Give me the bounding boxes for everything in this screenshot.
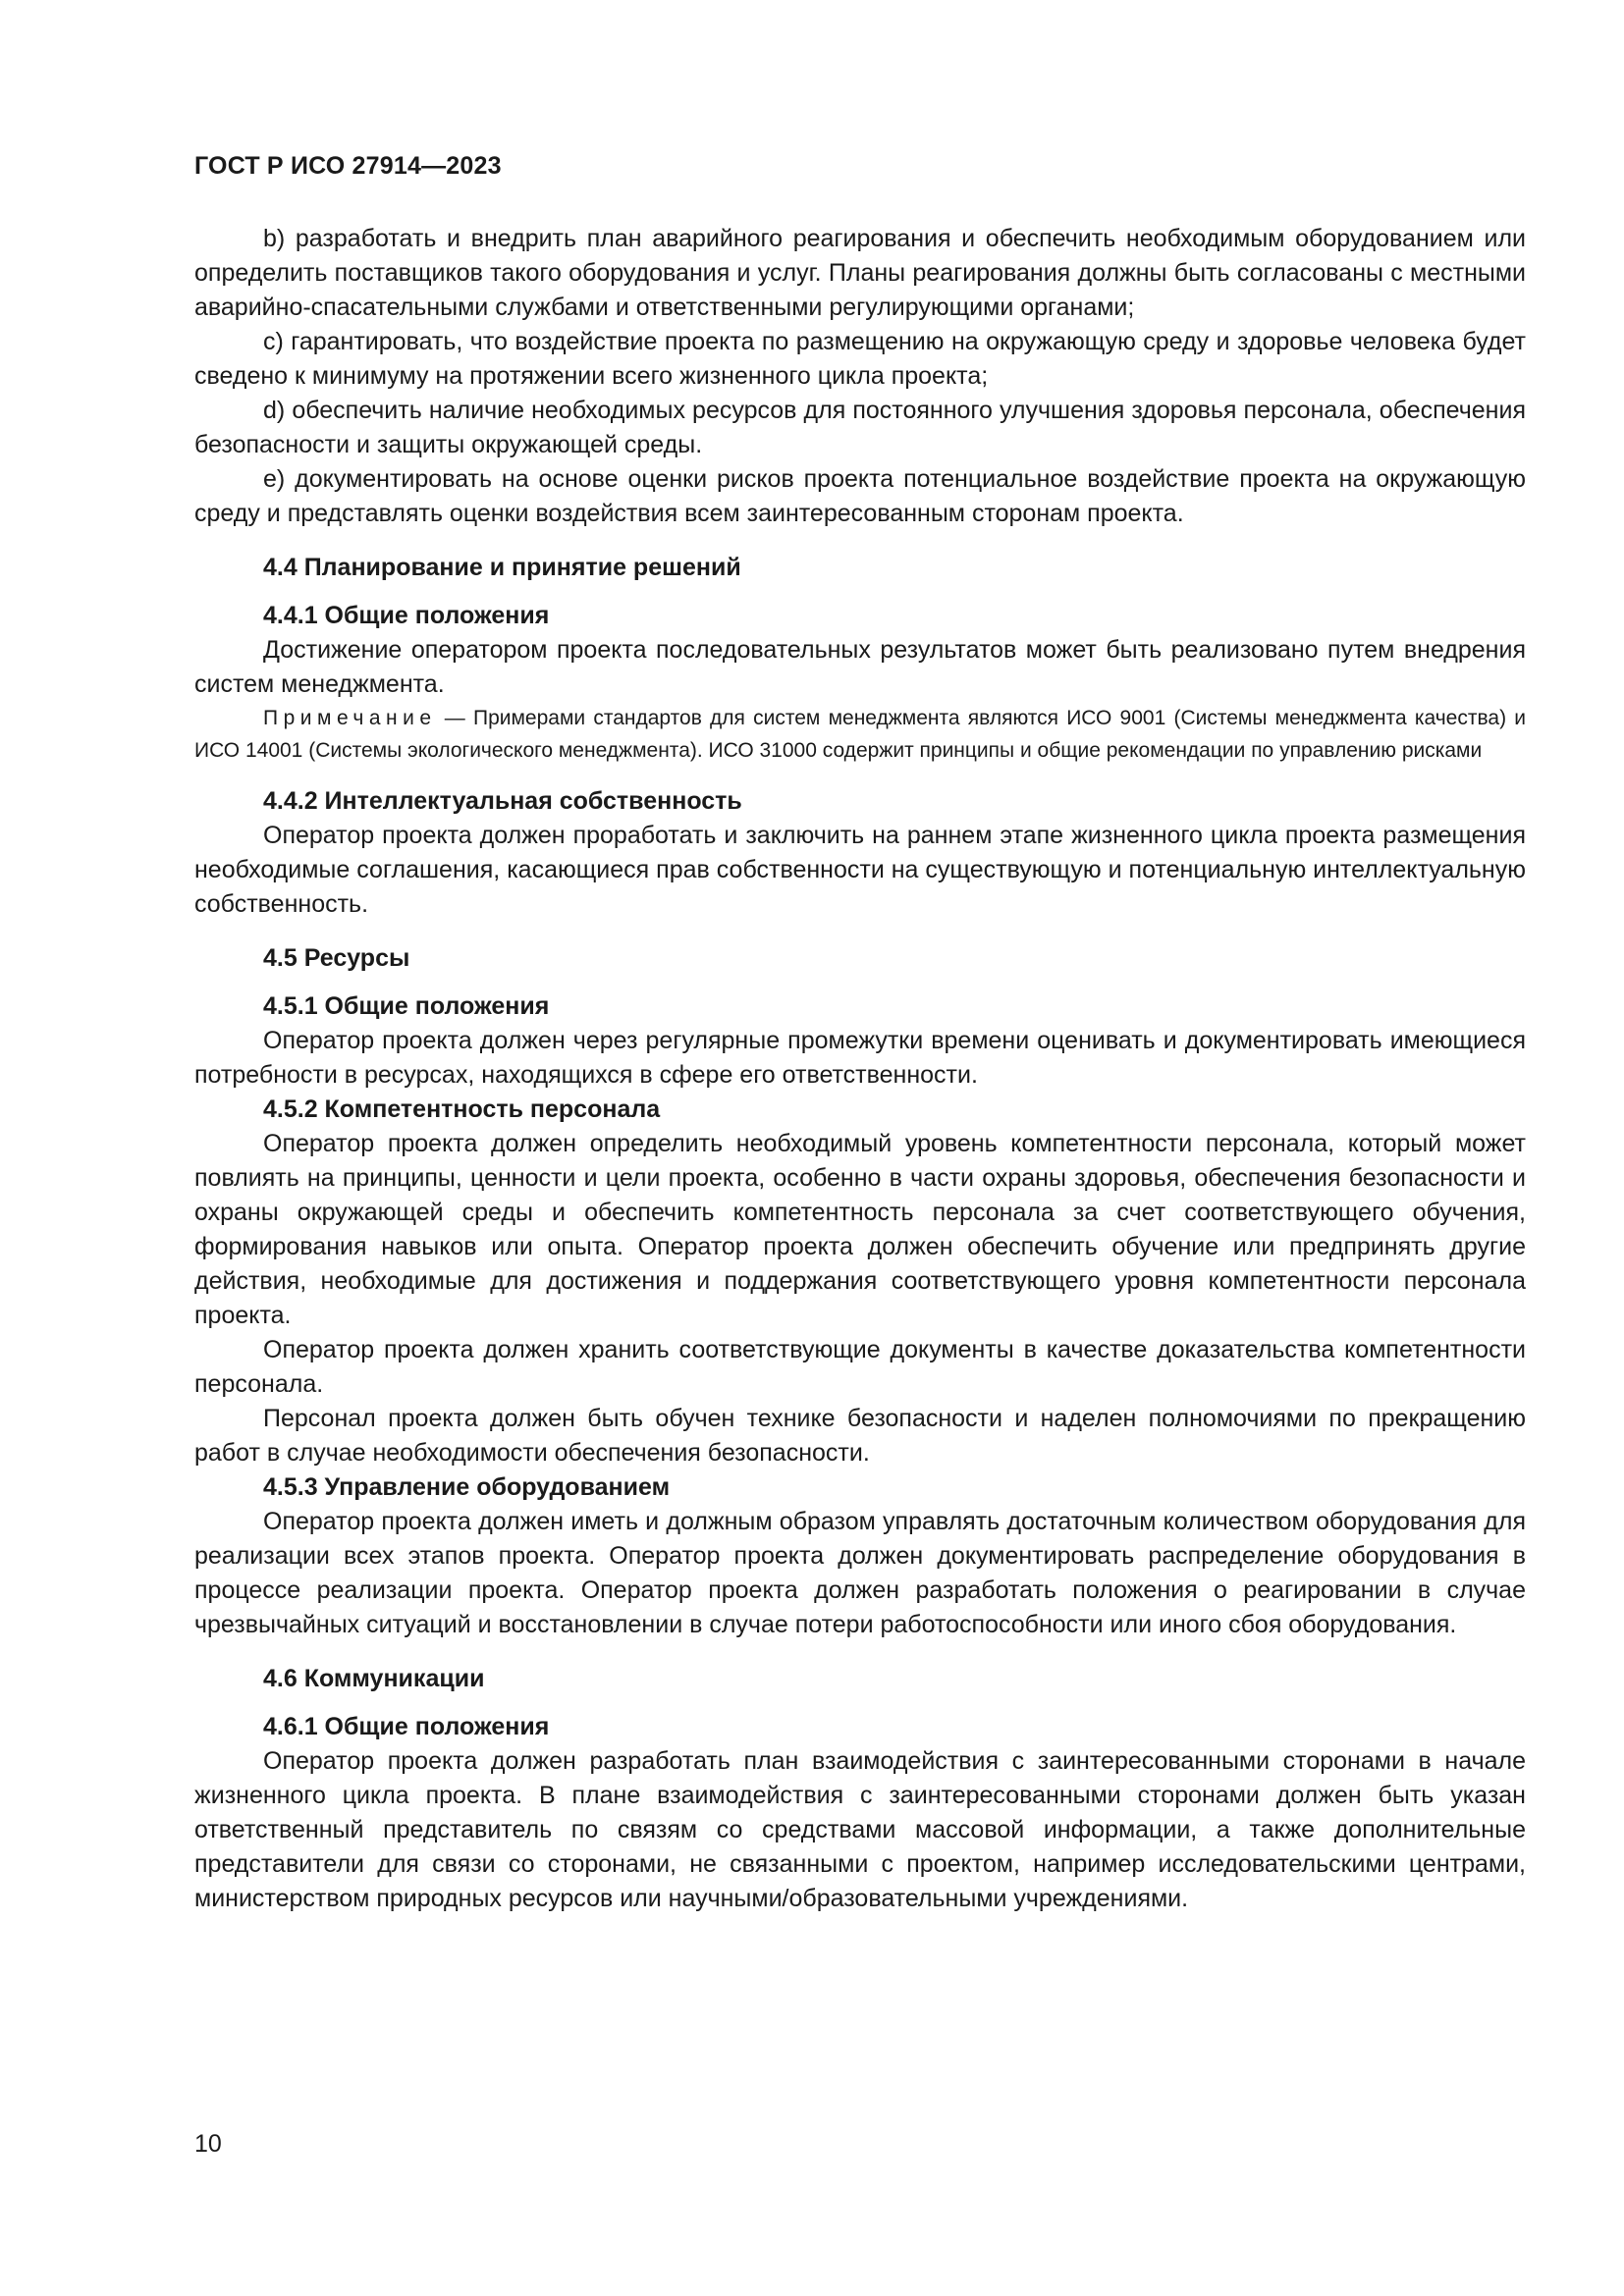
section-heading-4-5: 4.5 Ресурсы — [263, 944, 410, 972]
subsection-heading-4-5-1: 4.5.1 Общие положения — [263, 992, 550, 1020]
list-item-b: b) разработать и внедрить план аварийного реагирования и обеспечить необходимым оборудованием или определить поставщиков такого оборудования и услуг. Планы реагирования должны быть согласованы с местными аварийно-спасательными службами и ответственными регулирующими органами; — [194, 225, 1526, 321]
document-header: ГОСТ Р ИСО 27914—2023 — [194, 152, 502, 180]
note-text: — Примерами стандартов для систем менеджмента являются ИСО 9001 (Системы менеджмента качества) и ИСО 14001 (Системы экологического менеджмента). ИСО 31000 содержит принципы и общие рекомендации по управлению рисками — [194, 707, 1526, 762]
note — [194, 702, 1526, 767]
subsection-heading-4-4-1: 4.4.1 Общие положения — [263, 602, 550, 629]
section-heading-4-6: 4.6 Коммуникации — [263, 1665, 485, 1692]
list-item-c: c) гарантировать, что воздействие проекта по размещению на окружающую среду и здоровье человека будет сведено к минимуму на протяжении всего жизненного цикла проекта; — [194, 328, 1526, 390]
paragraph-4-5-3: Оператор проекта должен иметь и должным образом управлять достаточным количеством оборудования для реализации всех этапов проекта. Оператор проекта должен документировать распределение оборудования в процессе реализации проекта. Оператор проекта должен разработать положения о реагировании в случае чрезвычайных ситуаций и восстановлении в случае потери работоспособности или иного сбоя оборудования. — [194, 1508, 1526, 1638]
note-label: Примечание — [263, 707, 437, 729]
paragraph-4-4-2: Оператор проекта должен проработать и заключить на раннем этапе жизненного цикла проекта размещения необходимые соглашения, касающиеся прав собственности на существующую и потенциальную интеллектуальную собственность. — [194, 822, 1526, 918]
document-body — [194, 222, 1526, 1916]
paragraph-4-5-1: Оператор проекта должен через регулярные промежутки времени оценивать и документировать имеющиеся потребности в ресурсах, находящихся в сфере его ответственности. — [194, 1027, 1526, 1089]
page-number: 10 — [194, 2130, 222, 2158]
subsection-heading-4-4-2: 4.4.2 Интеллектуальная собственность — [263, 787, 742, 815]
subsection-heading-4-5-3: 4.5.3 Управление оборудованием — [263, 1473, 671, 1501]
list-item-e: e) документировать на основе оценки рисков проекта потенциальное воздействие проекта на окружающую среду и представлять оценки воздействия всем заинтересованным сторонам проекта. — [194, 465, 1526, 527]
section-heading-4-4: 4.4 Планирование и принятие решений — [263, 554, 741, 581]
list-item-d: d) обеспечить наличие необходимых ресурсов для постоянного улучшения здоровья персонала, обеспечения безопасности и защиты окружающей среды. — [194, 397, 1526, 458]
paragraph-4-5-2-c: Персонал проекта должен быть обучен технике безопасности и наделен полномочиями по прекращению работ в случае необходимости обеспечения безопасности. — [194, 1405, 1526, 1467]
paragraph-4-5-2-b: Оператор проекта должен хранить соответствующие документы в качестве доказательства компетентности персонала. — [194, 1336, 1526, 1398]
subsection-heading-4-6-1: 4.6.1 Общие положения — [263, 1713, 550, 1740]
paragraph-4-4-1: Достижение оператором проекта последовательных результатов может быть реализовано путем внедрения систем менеджмента. — [194, 636, 1526, 698]
subsection-heading-4-5-2: 4.5.2 Компетентность персонала — [263, 1095, 661, 1123]
paragraph-4-6-1: Оператор проекта должен разработать план взаимодействия с заинтересованными сторонами в начале жизненного цикла проекта. В плане взаимодействия с заинтересованными сторонами должен быть указан ответственный представитель по связям со средствами массовой информации, а также дополнительные представители для связи со сторонами, не связанными с проектом, например исследовательскими центрами, министерством природных ресурсов или научными/образовательными учреждениями. — [194, 1747, 1526, 1912]
paragraph-4-5-2-a: Оператор проекта должен определить необходимый уровень компетентности персонала, который может повлиять на принципы, ценности и цели проекта, особенно в части охраны здоровья, обеспечения безопасности и охраны окружающей среды и обеспечить компетентность персонала за счет соответствующего обучения, формирования навыков или опыта. Оператор проекта должен обеспечить обучение или предпринять другие действия, необходимые для достижения и поддержания соответствующего уровня компетентности персонала проекта. — [194, 1130, 1526, 1329]
